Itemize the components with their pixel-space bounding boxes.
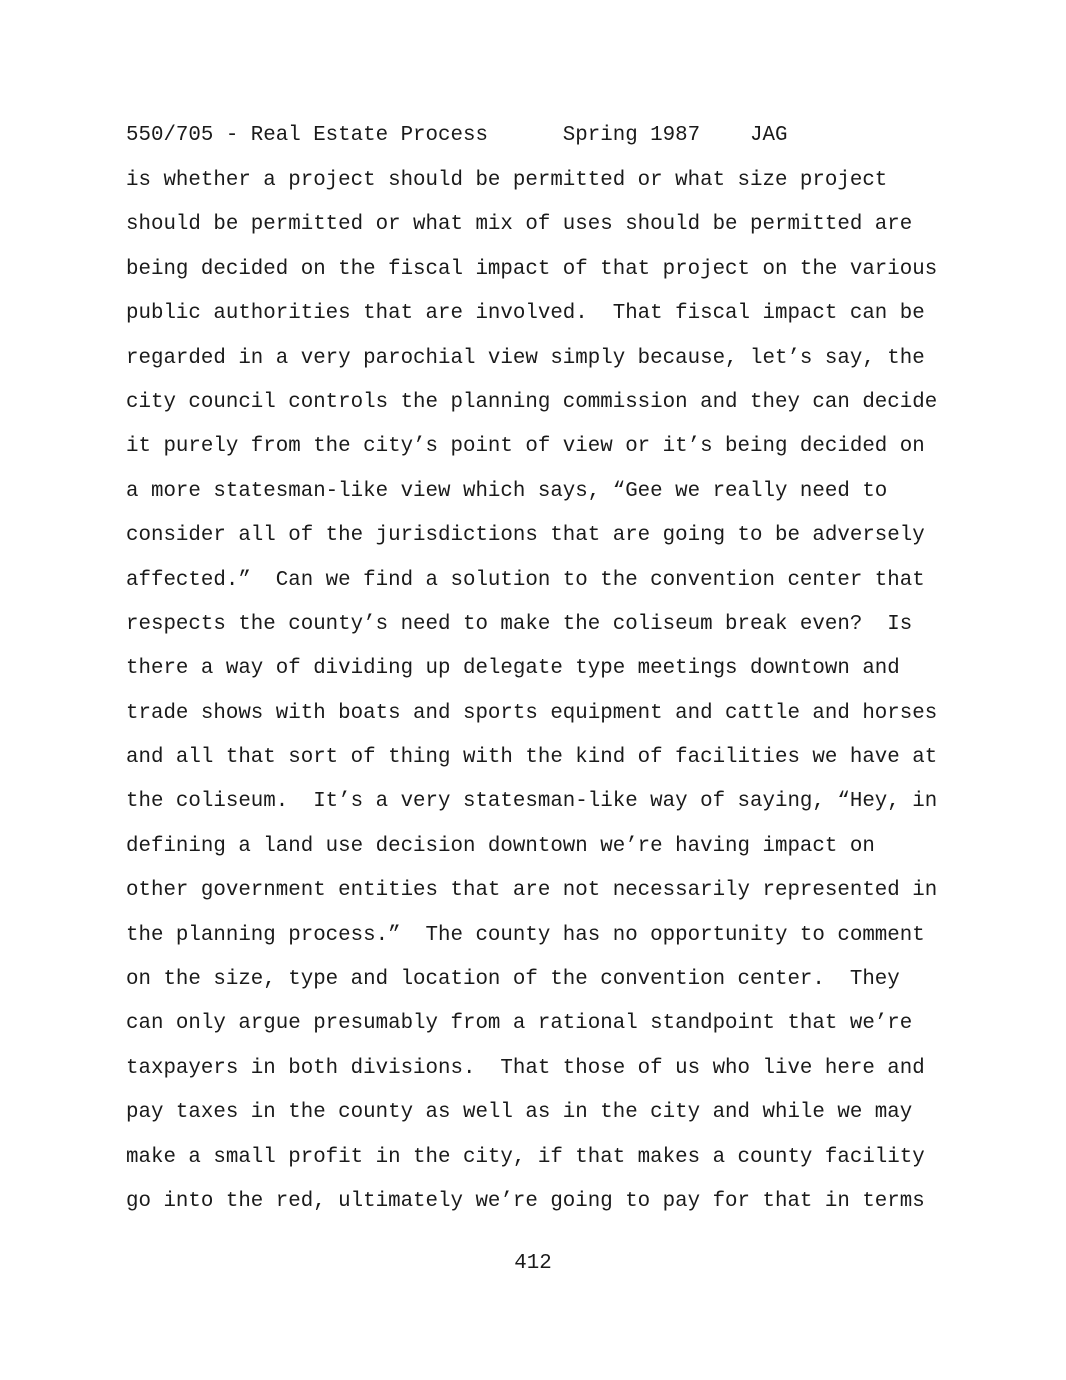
text-line: being decided on the fiscal impact of that project on the various xyxy=(126,257,938,281)
text-line: public authorities that are involved. That fiscal impact can be xyxy=(126,302,925,326)
text-line: can only argue presumably from a rational standpoint that we’re xyxy=(126,1012,913,1036)
text-line: the coliseum. It’s a very statesman-like way of saying, “Hey, in xyxy=(126,790,938,814)
text-line: on the size, type and location of the convention center. They xyxy=(126,968,900,992)
body-text xyxy=(126,168,956,1233)
text-line: a more statesman-like view which says, “Gee we really need to xyxy=(126,479,888,503)
text-line: make a small profit in the city, if that makes a county facility xyxy=(126,1145,925,1169)
text-line: defining a land use decision downtown we’re having impact on xyxy=(126,834,875,858)
text-line: affected.” Can we find a solution to the convention center that xyxy=(126,568,925,592)
text-line: taxpayers in both divisions. That those of us who live here and xyxy=(126,1056,925,1080)
text-line: city council controls the planning commission and they can decide xyxy=(126,390,938,414)
text-line: consider all of the jurisdictions that are going to be adversely xyxy=(126,524,925,548)
text-line: regarded in a very parochial view simply because, let’s say, the xyxy=(126,346,925,370)
text-line: respects the county’s need to make the coliseum break even? Is xyxy=(126,612,913,636)
text-line: other government entities that are not necessarily represented in xyxy=(126,879,938,903)
page-number: 412 xyxy=(514,1252,552,1275)
text-line: trade shows with boats and sports equipment and cattle and horses xyxy=(126,701,938,725)
running-header: 550/705 - Real Estate Process Spring 1987 JAG xyxy=(126,124,788,147)
text-line: should be permitted or what mix of uses should be permitted are xyxy=(126,213,913,237)
text-line: it purely from the city’s point of view or it’s being decided on xyxy=(126,435,925,459)
text-line: and all that sort of thing with the kind of facilities we have at xyxy=(126,746,938,770)
text-line: go into the red, ultimately we’re going to pay for that in terms xyxy=(126,1189,925,1213)
text-line: pay taxes in the county as well as in the city and while we may xyxy=(126,1101,913,1125)
text-line: the planning process.” The county has no opportunity to comment xyxy=(126,923,925,947)
text-line: there a way of dividing up delegate type meetings downtown and xyxy=(126,657,900,681)
text-line: is whether a project should be permitted or what size project xyxy=(126,169,888,192)
